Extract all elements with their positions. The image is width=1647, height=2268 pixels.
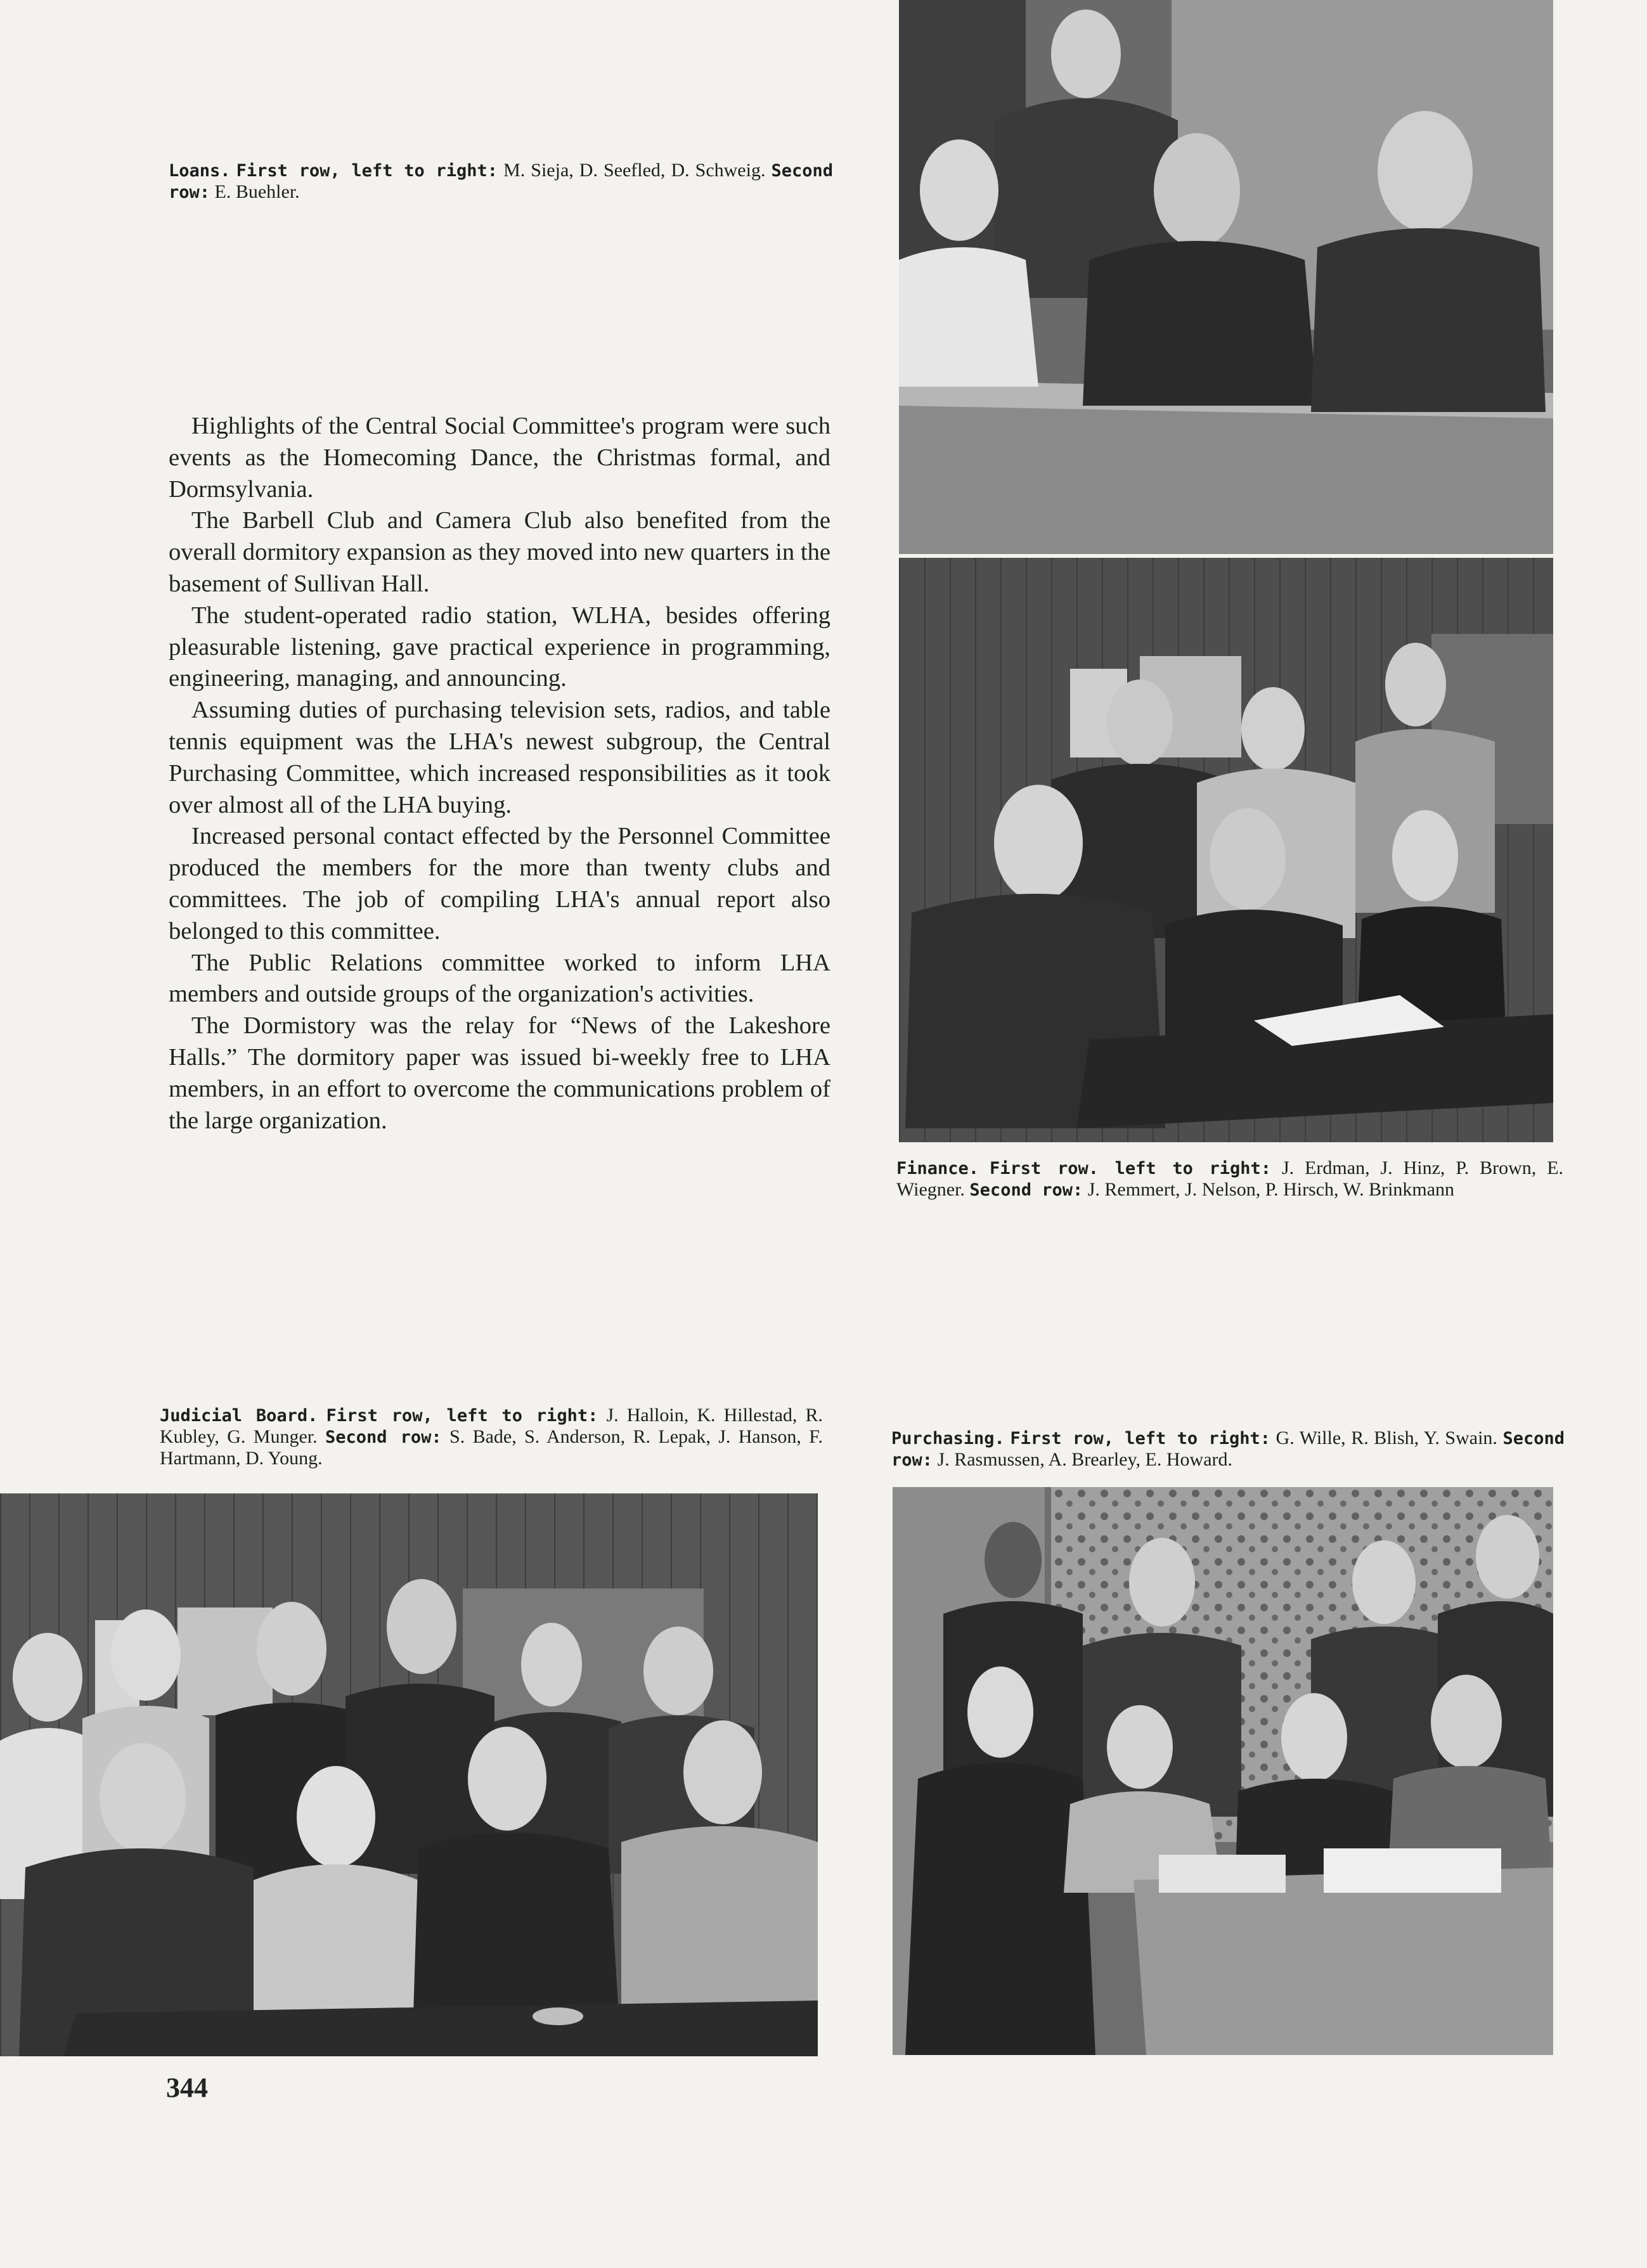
caption-purchasing-label: Purchasing. bbox=[891, 1429, 1005, 1448]
caption-loans-row2-label: Second row: bbox=[169, 161, 834, 202]
caption-finance-row2-names: J. Remmert, J. Nelson, P. Hirsch, W. Brinkmann bbox=[1087, 1179, 1455, 1200]
article-body bbox=[169, 411, 830, 1137]
caption-purchasing-row2-label: Second row: bbox=[891, 1429, 1565, 1470]
paragraph: Increased personal contact effected by the Personnel Committee produced the members for the more than twenty clubs and committees. The job of compiling LHA's annual report also belonged to this committee. bbox=[169, 823, 830, 944]
caption-purchasing-row1-names: G. Wille, R. Blish, Y. Swain. bbox=[1276, 1427, 1497, 1448]
caption-finance-row1-names: J. Erdman, J. Hinz, P. Brown, E. Wiegner. bbox=[896, 1157, 1564, 1200]
caption-loans bbox=[169, 160, 833, 203]
caption-purchasing bbox=[891, 1427, 1565, 1471]
caption-finance-row2-label: Second row: bbox=[969, 1180, 1083, 1200]
photo-finance bbox=[899, 558, 1553, 1142]
paragraph: The Public Relations committee worked to inform LHA members and outside groups of the organization's activities. bbox=[169, 949, 830, 1008]
caption-judicial-row1-names: J. Halloin, K. Hillestad, R. Kubley, G. Munger. bbox=[160, 1405, 824, 1447]
photo-loans bbox=[899, 0, 1553, 554]
caption-loans-row1-label: First row, left to right: bbox=[236, 161, 498, 181]
paragraph: Assuming duties of purchasing television sets, radios, and table tennis equipment was the LHA's newest subgroup, the Central Purchasing Committee, which increased responsibilities as it took over almost all of the LHA buying. bbox=[169, 697, 830, 818]
caption-loans-row2-names: E. Buehler. bbox=[214, 181, 300, 202]
photo-judicial-board bbox=[0, 1493, 818, 2056]
caption-finance-label: Finance. bbox=[896, 1159, 979, 1178]
photo-purchasing bbox=[893, 1487, 1553, 2055]
caption-finance-row1-label: First row. left to right: bbox=[989, 1159, 1272, 1178]
caption-judicial-row1-label: First row, left to right: bbox=[326, 1406, 598, 1426]
caption-judicial-board bbox=[160, 1405, 823, 1469]
caption-purchasing-row2-names: J. Rasmussen, A. Brearley, E. Howard. bbox=[937, 1449, 1232, 1470]
paragraph: Highlights of the Central Social Committee's program were such events as the Homecoming Dance, the Christmas formal, and Dormsylvania. bbox=[169, 413, 830, 503]
caption-loans-label: Loans. bbox=[169, 161, 231, 181]
caption-judicial-row2-names: S. Bade, S. Anderson, R. Lepak, J. Hanson, F. Hartmann, D. Young. bbox=[160, 1426, 824, 1469]
caption-loans-row1-names: M. Sieja, D. Seefled, D. Schweig. bbox=[503, 160, 766, 181]
caption-finance bbox=[896, 1157, 1563, 1201]
caption-purchasing-row1-label: First row, left to right: bbox=[1010, 1429, 1270, 1448]
paragraph: The Dormistory was the relay for “News of the Lakeshore Halls.” The dormitory paper was issued bi-weekly free to LHA members, in an effort to overcome the communications problem of the large organization. bbox=[169, 1012, 830, 1134]
page-number: 344 bbox=[166, 2072, 208, 2103]
caption-judicial-label: Judicial Board. bbox=[160, 1406, 318, 1426]
paragraph: The Barbell Club and Camera Club also benefited from the overall dormitory expansion as they moved into new quarters in the basement of Sullivan Hall. bbox=[169, 507, 830, 597]
paragraph: The student-operated radio station, WLHA, besides offering pleasurable listening, gave practical experience in programming, engineering, managing, and announcing. bbox=[169, 602, 830, 692]
caption-judicial-row2-label: Second row: bbox=[325, 1427, 442, 1447]
